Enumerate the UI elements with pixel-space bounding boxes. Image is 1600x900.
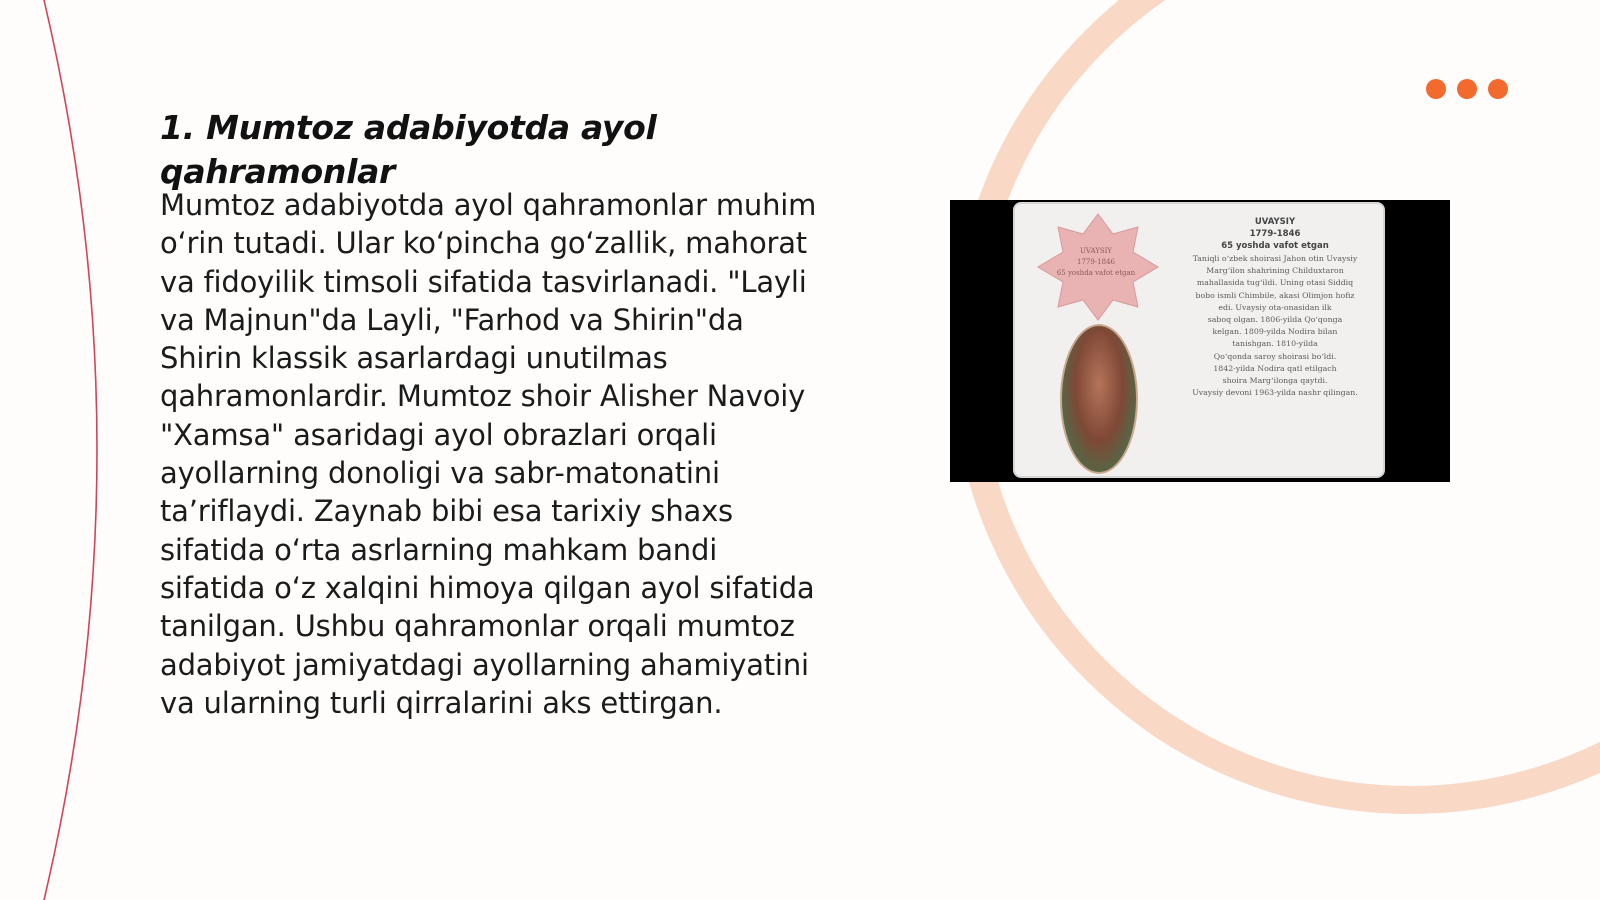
dot <box>1488 79 1508 99</box>
star-line: 1779-1846 <box>1077 258 1115 266</box>
picture-card <box>1013 202 1385 478</box>
caption-line: kelgan. 1809-yilda Nodira bilan <box>1212 327 1338 337</box>
portrait-oval <box>1060 324 1138 474</box>
caption-line: bobo ismli Chimbile, akasi Olimjon hofiz <box>1195 290 1355 300</box>
uvaysiy-picture <box>950 200 1450 482</box>
dot <box>1457 79 1477 99</box>
caption-line: Uvaysiy devoni 1963-yilda nashr qilingan. <box>1192 388 1358 398</box>
caption-line: Qo‘qonda saroy shoirasi bo‘ldi. <box>1213 351 1337 361</box>
caption-years: 1779-1846 <box>1249 229 1301 239</box>
caption-line: saboq olgan. 1806-yilda Qo‘qonga <box>1207 315 1343 325</box>
caption-line: Marg‘ilon shahrining Childuxtaron <box>1206 266 1344 276</box>
caption-line: Taniqli o‘zbek shoirasi Jahon otin Uvaysiy <box>1192 254 1358 263</box>
left-accent-line <box>44 0 97 900</box>
three-dots-icon <box>1426 79 1508 99</box>
caption-heading: UVAYSIY <box>1254 217 1296 227</box>
caption-line: tanishgan. 1810-yilda <box>1232 339 1318 349</box>
slide-body-text: Mumtoz adabiyotda ayol qahramonlar muhim o‘rin tutadi. Ular ko‘pincha go‘zallik, mahorat va fidoyilik timsoli sifatida tasvirlanadi. "Layli va Majnun"da Layli, "Farhod va Shirin"da Shirin klassik asarlardagi unutilmas qahramonlardir. Mumtoz shoir Alisher Navoiy "Xamsa" asaridagi ayol obrazlari orqali ayollarning donoligi va sabr-matonatini ta’riflaydi. Zaynab bibi esa tarixiy shaxs sifatida o‘rta asrlarning mahkam bandi sifatida o‘z xalqini himoya qilgan ayol sifatida tanilgan. Ushbu qahramonlar orqali mumtoz adabiyot jamiyatdagi ayollarning ahamiyatini va ularning turli qirralarini aks ettirgan. <box>160 188 817 720</box>
star-line: 65 yoshda vafot etgan <box>1056 269 1136 277</box>
dot <box>1426 79 1446 99</box>
star-line: UVAYSIY <box>1079 247 1113 255</box>
picture-caption <box>1175 216 1375 399</box>
star-text <box>1051 246 1141 279</box>
caption-line: shoira Marg‘ilonga qaytdi. <box>1222 376 1328 386</box>
slide-title: 1. Mumtoz adabiyotda ayol qahramonlar <box>160 108 657 191</box>
caption-age-note: 65 yoshda vafot etgan <box>1221 241 1329 251</box>
caption-line: mahallasida tug‘ildi. Uning otasi Siddiq <box>1196 278 1354 288</box>
caption-line: edi. Uvaysiy ota-onasidan ilk <box>1218 302 1332 312</box>
caption-line: 1842-yilda Nodira qatl etilgach <box>1213 363 1337 373</box>
